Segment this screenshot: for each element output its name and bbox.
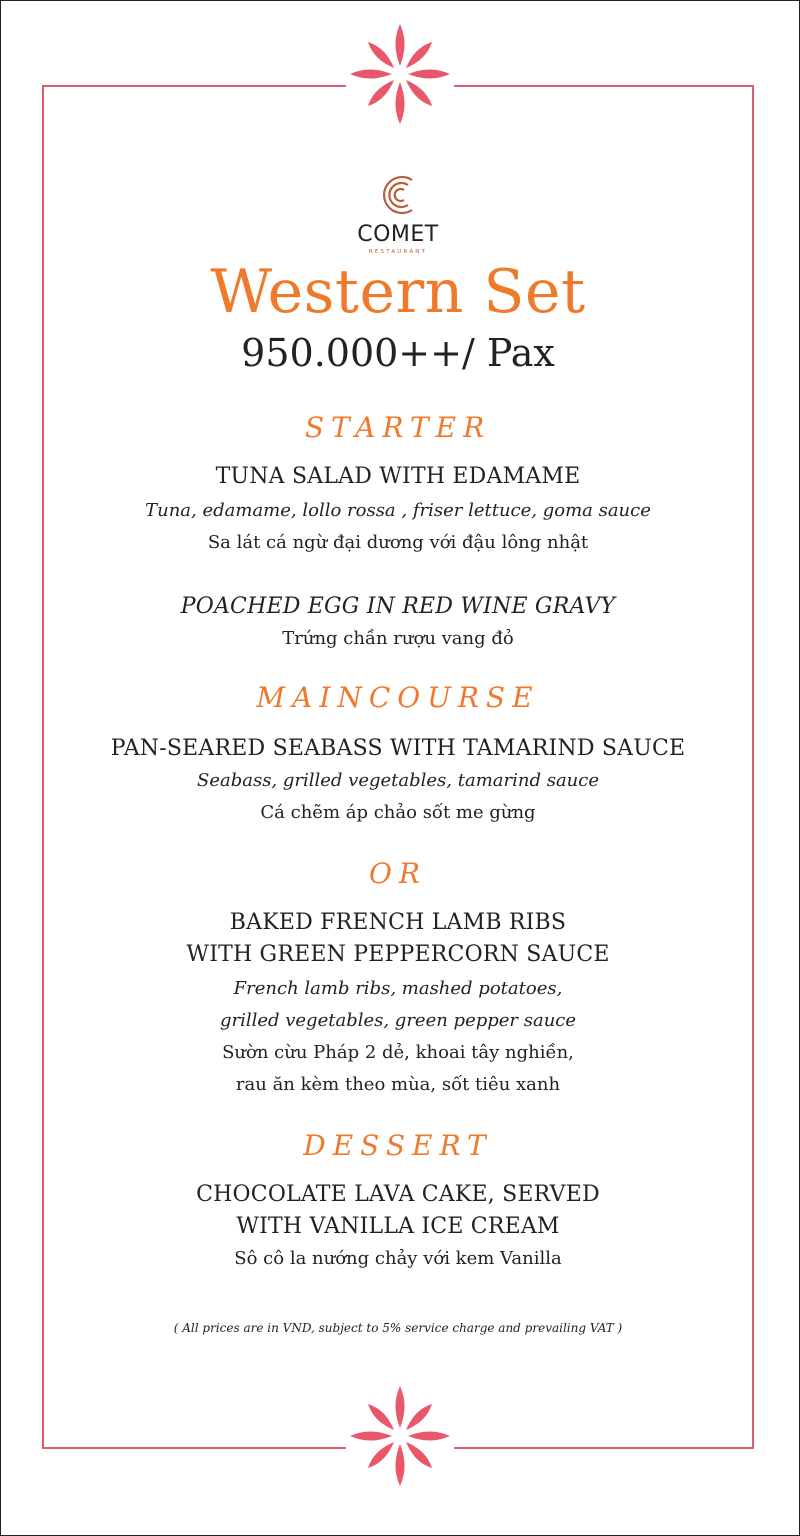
dish-vietnamese-line1: Sườn cừu Pháp 2 dẻ, khoai tây nghiền, [222, 1042, 574, 1063]
price-footnote: ( All prices are in VND, subject to 5% service charge and prevailing VAT ) [173, 1321, 623, 1335]
dish-description-line2: grilled vegetables, green pepper sauce [219, 1010, 577, 1031]
dish-vietnamese-line2: rau ăn kèm theo mùa, sốt tiêu xanh [235, 1074, 561, 1095]
dish-vietnamese-name: Cá chẽm áp chảo sốt me gừng [260, 802, 536, 823]
section-heading-or: OR [368, 857, 428, 890]
brand-logo [348, 172, 448, 262]
dish-vietnamese-name: Trứng chần rượu vang đỏ [282, 628, 514, 649]
dish-name-line1: CHOCOLATE LAVA CAKE, SERVED [196, 1182, 600, 1207]
comet-c-logo-icon [378, 172, 418, 218]
dish-name: PAN-SEARED SEABASS WITH TAMARIND SAUCE [110, 736, 686, 761]
flower-ornament-icon [346, 1382, 454, 1490]
flower-ornament-icon [346, 20, 454, 128]
dish-name-line2: WITH GREEN PEPPERCORN SAUCE [186, 942, 610, 967]
section-heading-maincourse: MAINCOURSE [256, 681, 540, 714]
dish-description: Seabass, grilled vegetables, tamarind sauce [196, 770, 599, 791]
dish-description-line1: French lamb ribs, mashed potatoes, [233, 978, 563, 999]
section-heading-starter: STARTER [304, 411, 492, 444]
dish-vietnamese-name: Sa lát cá ngừ đại dương với đậu lông nhật [207, 532, 589, 553]
menu-title: Western Set [210, 257, 586, 327]
menu-price: 950.000++/ Pax [241, 331, 555, 375]
dish-name-line2: WITH VANILLA ICE CREAM [236, 1214, 560, 1239]
brand-name: COMET [357, 222, 439, 247]
dish-description: Tuna, edamame, lollo rossa , friser lettuce, goma sauce [145, 500, 651, 521]
section-heading-dessert: DESSERT [303, 1129, 493, 1162]
dish-vietnamese-name: Sô cô la nướng chảy với kem Vanilla [234, 1248, 562, 1269]
dish-name: TUNA SALAD WITH EDAMAME [215, 464, 581, 489]
dish-name: POACHED EGG IN RED WINE GRAVY [180, 594, 616, 619]
brand-subtitle: RESTAURANT [368, 249, 428, 255]
dish-name-line1: BAKED FRENCH LAMB RIBS [229, 910, 567, 935]
